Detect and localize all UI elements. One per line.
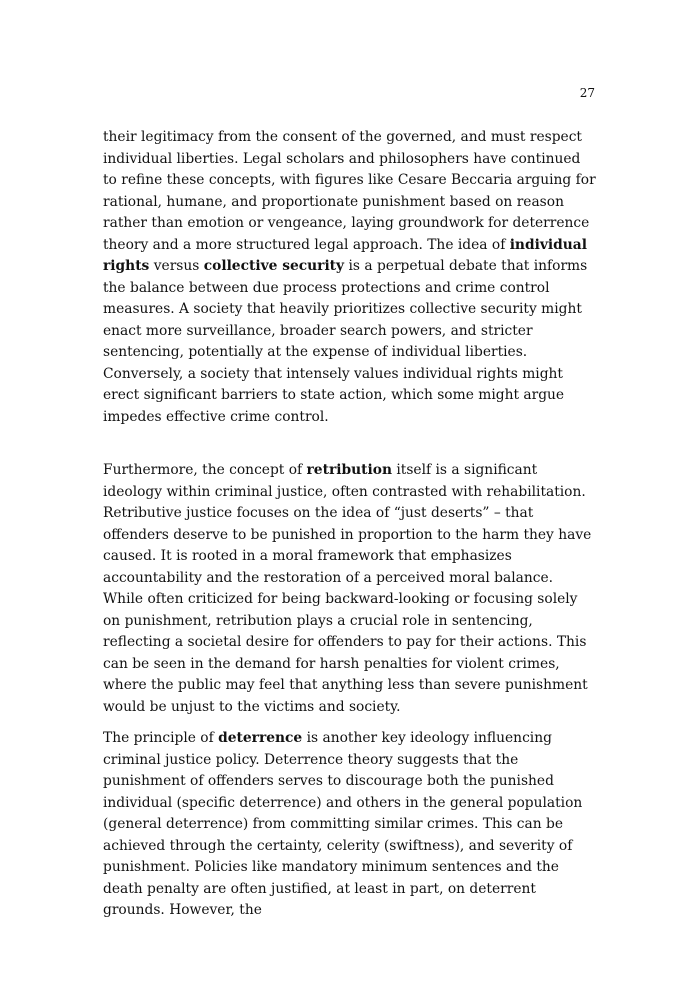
paragraph-text: The principle of xyxy=(103,730,219,746)
paragraph-text: is a perpetual debate that informs the balance between due process protections and crime control measures. A society that heavily prioritizes collective security might enact more surveillance, broader search powers, and stricter sentencing, potentially at the expense of individual liberties. Conversely, a society that intensely values individual rights might erect significant barriers to state action, which some might argue impedes effective crime control. xyxy=(103,258,588,425)
document-body xyxy=(103,127,597,922)
paragraph-text: is another key ideology influencing criminal justice policy. Deterrence theory suggests that the punishment of offenders serves to discourage both the punished individual (specific deterrence) and others in the general population (general deterrence) from committing similar crimes. This can be achieved through the certainty, celerity (swiftness), and severity of punishment. Policies like mandatory minimum sentences and the death penalty are often justified, at least in part, on deterrent grounds. However, the xyxy=(103,730,583,918)
page-number: 27 xyxy=(579,86,595,100)
paragraph-legitimacy xyxy=(103,127,597,428)
paragraph-text: itself is a significant ideology within criminal justice, often contrasted with rehabilitation. Retributive justice focuses on the idea of “just deserts” – that offenders deserve to be punished in proportion to the harm they have caused. It is rooted in a moral framework that emphasizes accountability and the restoration of a perceived moral balance. While often criticized for being backward-looking or focusing solely on punishment, retribution plays a crucial role in sentencing, reflecting a societal desire for offenders to pay for their actions. This can be seen in the demand for harsh penalties for violent crimes, where the public may feel that anything less than severe punishment would be unjust to the victims and society. xyxy=(103,462,592,715)
paragraph-text: Furthermore, the concept of xyxy=(103,462,307,478)
paragraph-text: versus xyxy=(149,258,204,274)
bold-term-collective-security: collective security xyxy=(203,258,345,274)
paragraph-text: their legitimacy from the consent of the governed, and must respect individual liberties. Legal scholars and philosophers have continued to refine these concepts, with figures like Cesare Beccaria arguing for rational, humane, and proportionate punishment based on reason rather than emotion or vengeance, laying groundwork for deterrence theory and a more structured legal approach. The idea of xyxy=(103,129,596,253)
bold-term-retribution: retribution xyxy=(306,462,392,478)
bold-term-deterrence: deterrence xyxy=(218,730,303,746)
paragraph-retribution xyxy=(103,460,597,718)
bold-term-individual-rights: individual rights xyxy=(103,236,587,274)
paragraph-deterrence xyxy=(103,728,597,922)
